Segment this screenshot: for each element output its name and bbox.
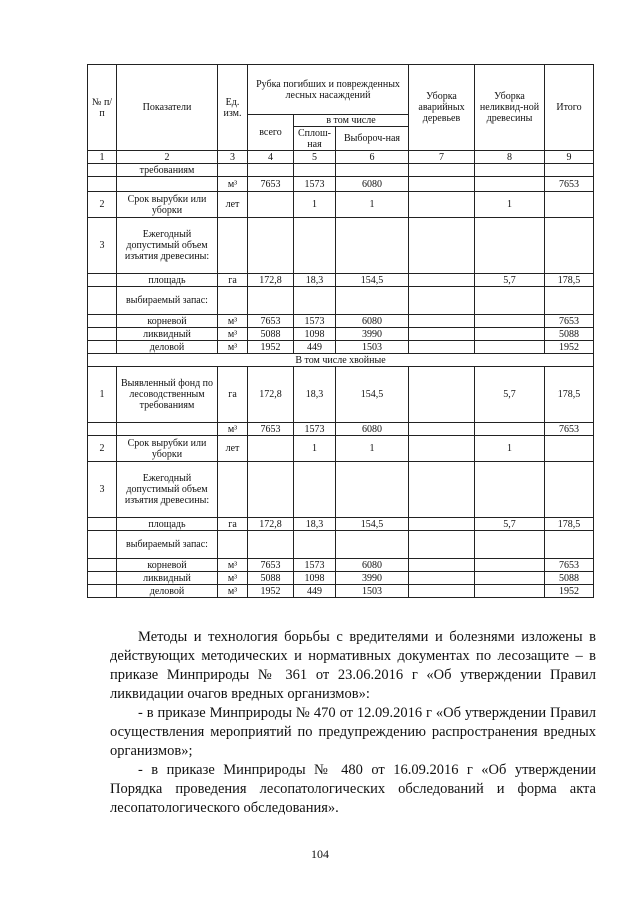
cell-unit: м³ [218, 328, 248, 341]
cell-name: деловой [117, 341, 218, 354]
cell-number: 3 [88, 218, 117, 274]
cell-unit: лет [218, 436, 248, 462]
table-row [88, 572, 594, 585]
table-header-row [88, 65, 594, 115]
cell-unit: м³ [218, 559, 248, 572]
cell-name: требованиям [117, 164, 218, 177]
cell-itog: 5088 [545, 328, 594, 341]
cell-unit: м³ [218, 423, 248, 436]
header-total-sum: Итого [545, 65, 594, 151]
cell-neliq: 1 [475, 192, 545, 218]
cell-selective: 1503 [336, 585, 409, 598]
column-number: 1 [88, 151, 117, 164]
cell-selective: 1 [336, 436, 409, 462]
table-row [88, 559, 594, 572]
header-indicators: Показатели [117, 65, 218, 151]
body-text [110, 628, 596, 818]
column-number: 9 [545, 151, 594, 164]
cell-name: Ежегодный допустимый объем изъятия древесины: [117, 462, 218, 518]
table-row [88, 462, 594, 518]
cell-total: 5088 [248, 328, 294, 341]
cell-name: деловой [117, 585, 218, 598]
table-row [88, 367, 594, 423]
forest-data-table [87, 64, 594, 598]
cell-itog: 178,5 [545, 367, 594, 423]
cell-clear: 449 [294, 585, 336, 598]
section-row [88, 354, 594, 367]
paragraph: Методы и технология борьбы с вредителями и болезнями изложены в действующих методических и нормативных документах по лесозащите – в приказе Минприроды № 361 от 23.06.2016 г «Об утверждении Правил ликвидации очагов вредных организмов»: [110, 629, 596, 702]
cell-total: 172,8 [248, 274, 294, 287]
header-emergency-trees: Уборка аварийных деревьев [409, 65, 475, 151]
cell-unit: га [218, 367, 248, 423]
cell-neliq: 5,7 [475, 367, 545, 423]
cell-total: 7653 [248, 315, 294, 328]
cell-total: 1952 [248, 341, 294, 354]
cell-selective: 1503 [336, 341, 409, 354]
cell-itog: 7653 [545, 559, 594, 572]
section-title: В том числе хвойные [88, 354, 594, 367]
table-row [88, 218, 594, 274]
paragraph: - в приказе Минприроды № 480 от 16.09.2016 г «Об утверждении Порядка проведения лесопатологических обследований и форма акта лесопатологического обследования». [110, 762, 596, 816]
cell-name: выбираемый запас: [117, 287, 218, 315]
table-row [88, 287, 594, 315]
cell-itog: 1952 [545, 585, 594, 598]
cell-unit: м³ [218, 585, 248, 598]
cell-itog: 1952 [545, 341, 594, 354]
cell-clear: 1098 [294, 572, 336, 585]
cell-clear: 1 [294, 192, 336, 218]
cell-selective: 6080 [336, 315, 409, 328]
cell-unit: лет [218, 192, 248, 218]
table-row [88, 164, 594, 177]
header-felling-group: Рубка погибших и поврежденных лесных насаждений [248, 65, 409, 115]
cell-name: ликвидный [117, 572, 218, 585]
cell-name: Выявленный фонд по лесоводственным требованиям [117, 367, 218, 423]
table-row [88, 192, 594, 218]
cell-total: 172,8 [248, 367, 294, 423]
cell-clear: 18,3 [294, 367, 336, 423]
table-row [88, 518, 594, 531]
cell-neliq: 5,7 [475, 274, 545, 287]
cell-clear: 18,3 [294, 518, 336, 531]
table-row [88, 531, 594, 559]
column-number: 6 [336, 151, 409, 164]
column-number: 4 [248, 151, 294, 164]
cell-itog: 5088 [545, 572, 594, 585]
table-row [88, 436, 594, 462]
cell-neliq: 1 [475, 436, 545, 462]
header-illiquid-wood: Уборка неликвид-ной древесины [475, 65, 545, 151]
cell-clear: 18,3 [294, 274, 336, 287]
cell-unit: м³ [218, 572, 248, 585]
table-row [88, 585, 594, 598]
cell-name: площадь [117, 274, 218, 287]
cell-total: 172,8 [248, 518, 294, 531]
cell-name: Ежегодный допустимый объем изъятия древесины: [117, 218, 218, 274]
cell-selective: 154,5 [336, 367, 409, 423]
cell-name: ликвидный [117, 328, 218, 341]
cell-itog: 7653 [545, 315, 594, 328]
cell-clear: 1 [294, 436, 336, 462]
cell-selective: 6080 [336, 423, 409, 436]
header-clear-cut: Сплош-ная [294, 127, 336, 151]
header-total: всего [248, 115, 294, 151]
cell-name: корневой [117, 559, 218, 572]
cell-selective: 1 [336, 192, 409, 218]
cell-number: 1 [88, 367, 117, 423]
cell-selective: 6080 [336, 177, 409, 192]
cell-itog: 178,5 [545, 274, 594, 287]
cell-selective: 3990 [336, 328, 409, 341]
cell-total: 7653 [248, 559, 294, 572]
cell-unit: м³ [218, 177, 248, 192]
cell-clear: 1573 [294, 423, 336, 436]
cell-itog: 178,5 [545, 518, 594, 531]
cell-selective: 3990 [336, 572, 409, 585]
cell-total: 1952 [248, 585, 294, 598]
cell-selective: 154,5 [336, 518, 409, 531]
cell-itog: 7653 [545, 423, 594, 436]
table-row [88, 274, 594, 287]
header-number: № п/п [88, 65, 117, 151]
table-row [88, 315, 594, 328]
header-unit: Ед. изм. [218, 65, 248, 151]
cell-name: площадь [117, 518, 218, 531]
cell-clear: 1573 [294, 559, 336, 572]
cell-clear: 1098 [294, 328, 336, 341]
cell-selective: 6080 [336, 559, 409, 572]
cell-number: 2 [88, 192, 117, 218]
cell-name: Срок вырубки или уборки [117, 436, 218, 462]
cell-neliq: 5,7 [475, 518, 545, 531]
cell-number: 3 [88, 462, 117, 518]
cell-total: 7653 [248, 423, 294, 436]
cell-itog: 7653 [545, 177, 594, 192]
table-row [88, 177, 594, 192]
cell-name: корневой [117, 315, 218, 328]
cell-unit: га [218, 518, 248, 531]
cell-selective: 154,5 [336, 274, 409, 287]
cell-clear: 449 [294, 341, 336, 354]
cell-number: 2 [88, 436, 117, 462]
cell-total: 5088 [248, 572, 294, 585]
table-row [88, 423, 594, 436]
cell-unit: м³ [218, 315, 248, 328]
column-number: 5 [294, 151, 336, 164]
column-number: 3 [218, 151, 248, 164]
cell-unit: га [218, 274, 248, 287]
column-number: 2 [117, 151, 218, 164]
cell-name: выбираемый запас: [117, 531, 218, 559]
cell-total: 7653 [248, 177, 294, 192]
column-number: 8 [475, 151, 545, 164]
column-number: 7 [409, 151, 475, 164]
column-numbers-row [88, 151, 594, 164]
cell-unit: м³ [218, 341, 248, 354]
paragraph: - в приказе Минприроды № 470 от 12.09.2016 г «Об утверждении Правил осуществления мероприятий по предупреждению распространения вредных организмов»; [110, 705, 596, 759]
cell-clear: 1573 [294, 315, 336, 328]
table-row [88, 341, 594, 354]
page-number: 104 [311, 847, 329, 861]
header-selective: Выбороч-ная [336, 127, 409, 151]
cell-name: Срок вырубки или уборки [117, 192, 218, 218]
table-row [88, 328, 594, 341]
cell-clear: 1573 [294, 177, 336, 192]
header-including: в том числе [294, 115, 409, 127]
